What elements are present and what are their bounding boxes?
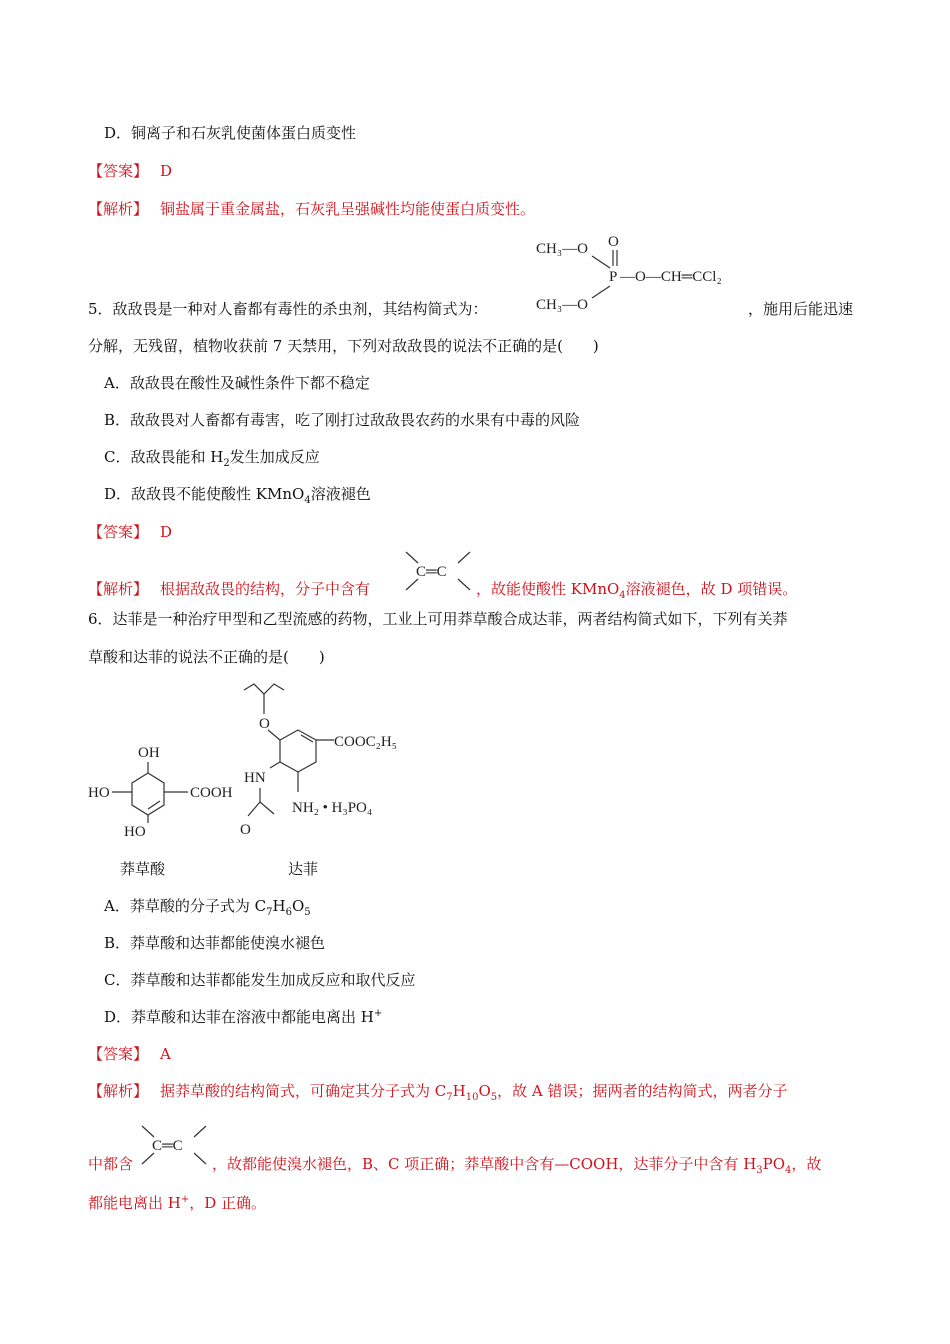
l1-pre: 据莽草酸的结构简式，可确定其分子式为 C <box>160 1082 447 1100</box>
analysis-tag: 【解析】 <box>88 580 149 598</box>
analysis-post-b: 溶液褪色，故 D 项错误。 <box>625 580 798 598</box>
mid: O <box>478 1082 491 1100</box>
ho-left: HO <box>88 785 110 801</box>
q6-option-d <box>104 1006 382 1028</box>
q6-option-a <box>104 895 311 917</box>
sub: 5 <box>490 1092 498 1103</box>
phosphorus: P <box>609 269 618 285</box>
q5-option-d-pre: D．敌敌畏不能使酸性 KMnO <box>104 485 305 503</box>
answer-tag: 【答案】 <box>88 1045 149 1063</box>
tamiflu-name: 达菲 <box>288 860 319 878</box>
hn: HN <box>244 770 266 786</box>
q6-stem-line1: 6．达菲是一种治疗甲型和乙型流感的药物，工业上可用莽草酸合成达菲，两者结构简式如下，下列有关莽 <box>88 610 788 628</box>
l1-post: ，故 A 错误；据两者的结构简式，两者分子 <box>497 1082 788 1100</box>
mid: H <box>452 1082 466 1100</box>
l2-post-b: PO <box>762 1155 786 1173</box>
side-chain: —O—CH═CCl₂ <box>620 269 722 285</box>
sup: + <box>373 1008 383 1019</box>
amide-oxygen: O <box>240 822 251 838</box>
q5-option-c-sub: 2 <box>223 458 230 469</box>
double-bond-oxygen: O <box>608 234 619 250</box>
q6-cc-double-bond <box>136 1122 212 1168</box>
ho-bottom: HO <box>124 824 146 840</box>
cc-label: C═C <box>416 564 447 580</box>
q6-analysis-line2-post <box>212 1153 821 1175</box>
q5-answer <box>88 521 172 543</box>
nh2-h3po4: NH₂ • H₃PO₄ <box>292 800 373 816</box>
q5-option-a: A．敌敌畏在酸性及碱性条件下都不稳定 <box>104 374 370 392</box>
q6-stem-line2: 草酸和达菲的说法不正确的是( ) <box>88 648 325 666</box>
shikimic-name: 莽草酸 <box>120 860 166 878</box>
q4-analysis <box>88 198 535 220</box>
analysis-tag: 【解析】 <box>88 200 149 218</box>
answer-tag: 【答案】 <box>88 523 149 541</box>
answer-value: D <box>160 162 173 180</box>
q5-option-c-post: 发生加成反应 <box>229 448 320 466</box>
top-methoxy: CH₃—O <box>536 241 588 257</box>
sub: 5 <box>304 907 311 918</box>
q5-stem-line1-post: ，施用后能迅速 <box>748 300 854 318</box>
q5-option-d-post: 溶液褪色 <box>310 485 371 503</box>
sub: 3 <box>756 1165 763 1176</box>
l3-post: ，D 正确。 <box>189 1194 267 1212</box>
l2-post-c: ，故 <box>791 1155 822 1173</box>
q5-analysis-post <box>476 578 797 600</box>
q5-option-b: B．敌敌畏对人畜都有毒害，吃了刚打过敌敌畏农药的水果有中毒的风险 <box>104 411 581 429</box>
cooh: COOH <box>190 785 233 801</box>
dichlorvos-structure <box>530 228 760 320</box>
q5-analysis-tag-line <box>88 578 370 600</box>
sub: 7 <box>446 1092 453 1103</box>
q5-stem-line1 <box>88 298 488 320</box>
q6-answer <box>88 1043 171 1065</box>
q5-option-c <box>104 446 320 468</box>
q4-answer <box>88 160 172 182</box>
mid: O <box>291 897 305 915</box>
sub: 4 <box>785 1165 792 1176</box>
q5-stem-line2: 分解，无残留，植物收获前 7 天禁用，下列对敌敌畏的说法不正确的是( ) <box>88 337 599 355</box>
answer-tag: 【答案】 <box>88 162 149 180</box>
q6-option-b: B．莽草酸和达菲都能使溴水褪色 <box>104 934 326 952</box>
sup: + <box>180 1194 190 1205</box>
q4-option-d: D．铜离子和石灰乳使菌体蛋白质变性 <box>104 124 357 142</box>
q6-option-a-pre: A．莽草酸的分子式为 C <box>104 897 267 915</box>
q5-option-c-pre: C．敌敌畏能和 H <box>104 448 224 466</box>
sub: 10 <box>465 1092 479 1103</box>
cc-label: C═C <box>152 1138 183 1154</box>
l3-pre: 都能电离出 H <box>88 1194 181 1212</box>
answer-value: D <box>160 523 173 541</box>
analysis-pre: 根据敌敌畏的结构，分子中含有 <box>160 580 371 598</box>
sub: 6 <box>285 907 292 918</box>
analysis-post-a: ，故能使酸性 KMnO <box>476 580 620 598</box>
ether-oxygen: O <box>259 716 270 732</box>
analysis-post-sub: 4 <box>619 590 626 601</box>
mid: H <box>272 897 286 915</box>
q6-analysis-line2-pre: 中都含 <box>88 1155 134 1173</box>
q5-cc-double-bond <box>400 548 476 594</box>
q6-option-d-pre: D．莽草酸和达菲在溶液中都能电离出 H <box>104 1008 374 1026</box>
bottom-methoxy: CH₃—O <box>536 297 588 313</box>
oh-top: OH <box>138 745 160 761</box>
analysis-text: 铜盐属于重金属盐，石灰乳呈强碱性均能使蛋白质变性。 <box>160 200 536 218</box>
tamiflu-structure <box>240 680 420 840</box>
q6-option-c: C．莽草酸和达菲都能发生加成反应和取代反应 <box>104 971 416 989</box>
q6-analysis-line1 <box>88 1080 788 1102</box>
q5-stem-pre: 5．敌敌畏是一种对人畜都有毒性的杀虫剂，其结构简式为： <box>88 300 488 318</box>
answer-value: A <box>160 1045 171 1063</box>
analysis-tag: 【解析】 <box>88 1082 149 1100</box>
q5-option-d-sub: 4 <box>304 495 311 506</box>
q6-analysis-line3 <box>88 1192 266 1214</box>
shikimic-acid-structure <box>86 735 246 845</box>
l2-post-a: ，故都能使溴水褪色，B、C 项正确；莽草酸中含有—COOH，达菲分子中含有 H <box>212 1155 757 1173</box>
sub: 7 <box>266 907 273 918</box>
ester-group: COOC₂H₅ <box>334 734 397 750</box>
q5-option-d <box>104 483 371 505</box>
